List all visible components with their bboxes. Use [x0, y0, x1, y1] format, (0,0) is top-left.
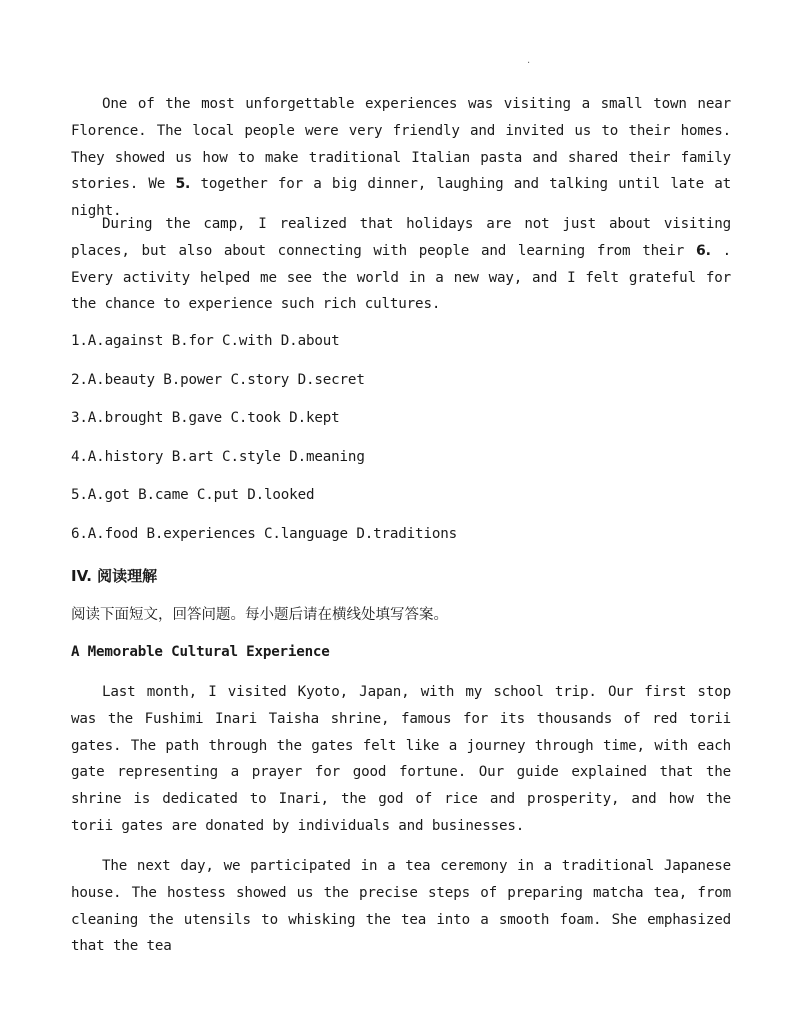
option-line-2: 2.A.beauty B.power C.story D.secret: [71, 372, 365, 388]
section-instruction: 阅读下面短文，回答问题。每小题后请在横线处填写答案。: [71, 607, 448, 623]
passage-two-paragraph-2: The next day, we participated in a tea ceremony in a traditional Japanese house. The hostess showed us the precise steps of preparing matcha tea, from cleaning the utensils to whisking the tea into a smooth foam. She emphasized that the tea: [71, 858, 731, 955]
passage-one-paragraph-2-text-b: . Every activity helped me see the world in a new way, and I felt grateful for the chance to experience such rich cultures.: [71, 242, 731, 313]
option-line-5: 5.A.got B.came C.put D.looked: [71, 487, 315, 503]
passage-one-paragraph-1: [71, 91, 731, 225]
header-mark: ·: [527, 58, 531, 69]
passage-one-paragraph-2-text-a: During the camp, I realized that holidays are not just about visiting places, but also about connecting with people and learning from their: [71, 216, 731, 259]
passage-one-paragraph-1-text-b: together for a big dinner, laughing and talking until late at night.: [71, 176, 732, 220]
option-line-4: 4.A.history B.art C.style D.meaning: [71, 449, 365, 465]
section-heading: IV. 阅读理解: [71, 567, 158, 585]
passage-one-paragraph-1-text-a: One of the most unforgettable experiences was visiting a small town near Florence. The local people were very friendly and invited us to their homes. They showed us how to make traditional Italian pasta and shared their family stories. We: [71, 96, 731, 193]
blank-5-marker: 5.: [175, 176, 191, 193]
blank-6-marker: 6.: [696, 242, 711, 259]
passage-two-paragraph-1: Last month, I visited Kyoto, Japan, with my school trip. Our first stop was the Fushimi Inari Taisha shrine, famous for its thousands of red torii gates. The path through the gates felt like a journey through time, with each gate representing a prayer for good fortune. Our guide explained that the shrine is dedicated to Inari, the god of rice and prosperity, and how the torii gates are donated by individuals and businesses.: [71, 684, 731, 834]
option-line-1: 1.A.against B.for C.with D.about: [71, 333, 340, 349]
passage-one-paragraph-2: [71, 211, 731, 318]
option-line-6: 6.A.food B.experiences C.language D.traditions: [71, 526, 458, 542]
passage-two-title: A Memorable Cultural Experience: [71, 644, 330, 660]
option-line-3: 3.A.brought B.gave C.took D.kept: [71, 410, 340, 426]
